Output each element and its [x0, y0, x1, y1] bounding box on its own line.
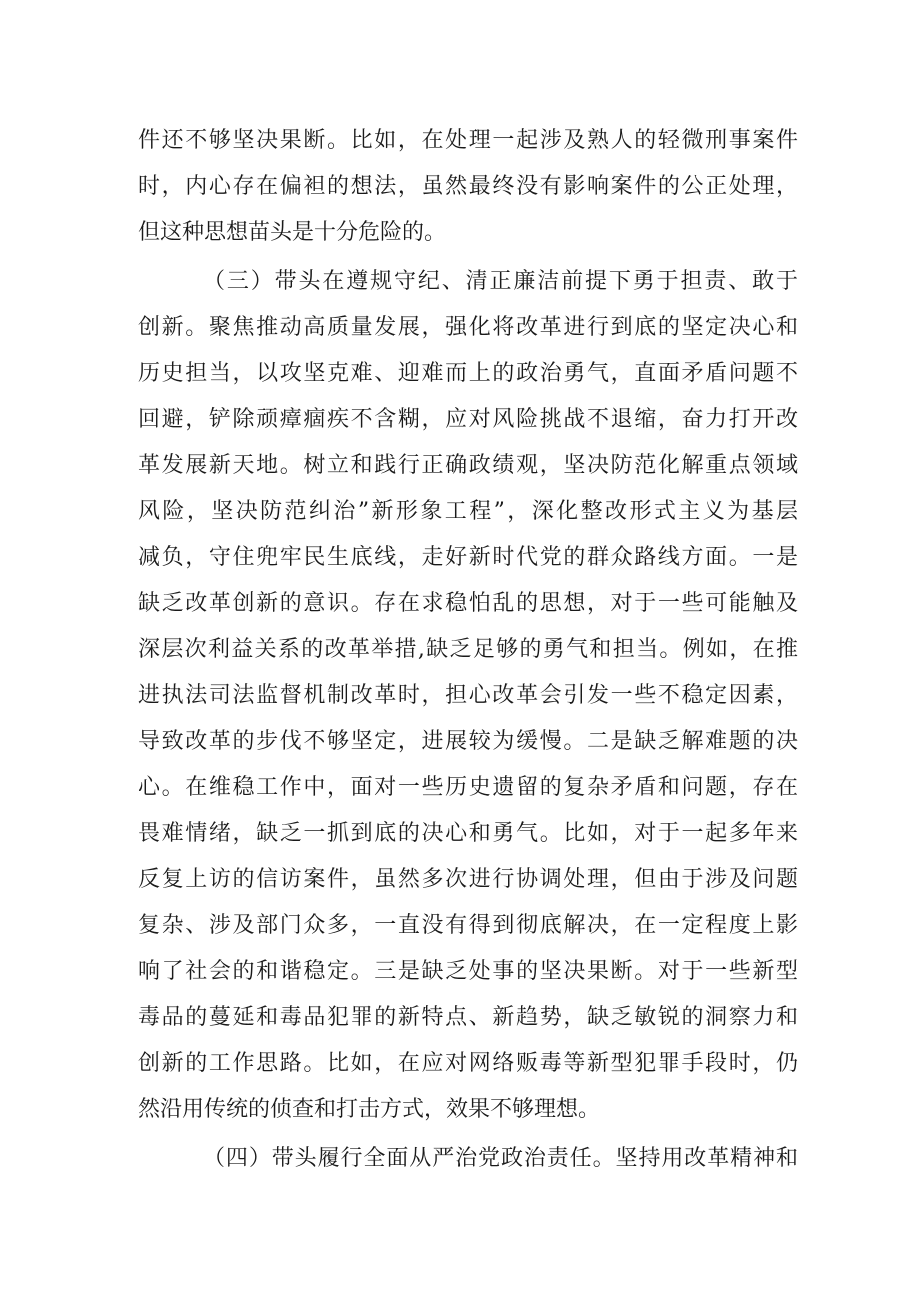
- section-heading-line: （四）带头履行全面从严治党政治责任。坚持用改革精神和: [203, 1146, 798, 1171]
- text-line: 件还不够坚决果断。比如，在处理一起涉及熟人的轻微刑事案件: [138, 128, 798, 153]
- text-line: 革发展新天地。树立和践行正确政绩观，坚决防范化解重点领域: [138, 453, 798, 478]
- text-line: 响了社会的和谐稳定。三是缺乏处事的坚决果断。对于一些新型: [138, 959, 798, 984]
- text-line: 风险，坚决防范纠治”新形象工程”，深化整改形式主义为基层: [138, 499, 798, 524]
- text-line: 创新。聚焦推动高质量发展，强化将改革进行到底的坚定决心和: [138, 315, 798, 340]
- text-line: 减负，守住兜牢民生底线，走好新时代党的群众路线方面。一是: [138, 545, 798, 570]
- text-line: 然沿用传统的侦查和打击方式，效果不够理想。: [138, 1097, 601, 1122]
- text-line: 回避，铲除顽瘴痼疾不含糊，应对风险挑战不退缩，奋力打开改: [138, 407, 798, 432]
- text-line: 导致改革的步伐不够坚定，进展较为缓慢。二是缺乏解难题的决: [138, 729, 798, 754]
- text-line: 心。在维稳工作中，面对一些历史遗留的复杂矛盾和问题，存在: [138, 775, 798, 800]
- text-line: 创新的工作思路。比如，在应对网络贩毒等新型犯罪手段时，仍: [138, 1051, 798, 1076]
- paragraph-continued: [138, 118, 798, 256]
- text-line: 复杂、涉及部门众多，一直没有得到彻底解决，在一定程度上影: [138, 913, 798, 938]
- text-line: 反复上访的信访案件，虽然多次进行协调处理，但由于涉及问题: [138, 867, 798, 892]
- text-line: 毒品的蔓延和毒品犯罪的新特点、新趋势，缺乏敏锐的洞察力和: [138, 1005, 798, 1030]
- text-line: 历史担当，以攻坚克难、迎难而上的政治勇气，直面矛盾问题不: [138, 361, 798, 386]
- document-body: [138, 118, 798, 1182]
- text-line: 时，内心存在偏袒的想法，虽然最终没有影响案件的公正处理，: [138, 174, 798, 199]
- section-heading-line: （三）带头在遵规守纪、清正廉洁前提下勇于担责、敢于: [203, 269, 798, 294]
- text-line: 畏难情绪，缺乏一抓到底的决心和勇气。比如，对于一起多年来: [138, 821, 798, 846]
- text-line: 缺乏改革创新的意识。存在求稳怕乱的思想，对于一些可能触及: [138, 591, 798, 616]
- paragraph-section-4: [138, 1136, 798, 1182]
- text-line: 进执法司法监督机制改革时，担心改革会引发一些不稳定因素，: [138, 683, 798, 708]
- text-line: 但这种思想苗头是十分危险的。: [138, 220, 447, 245]
- text-line: 深层次利益关系的改革举措,缺乏足够的勇气和担当。例如，在推: [138, 637, 798, 662]
- paragraph-section-3: [138, 259, 798, 1133]
